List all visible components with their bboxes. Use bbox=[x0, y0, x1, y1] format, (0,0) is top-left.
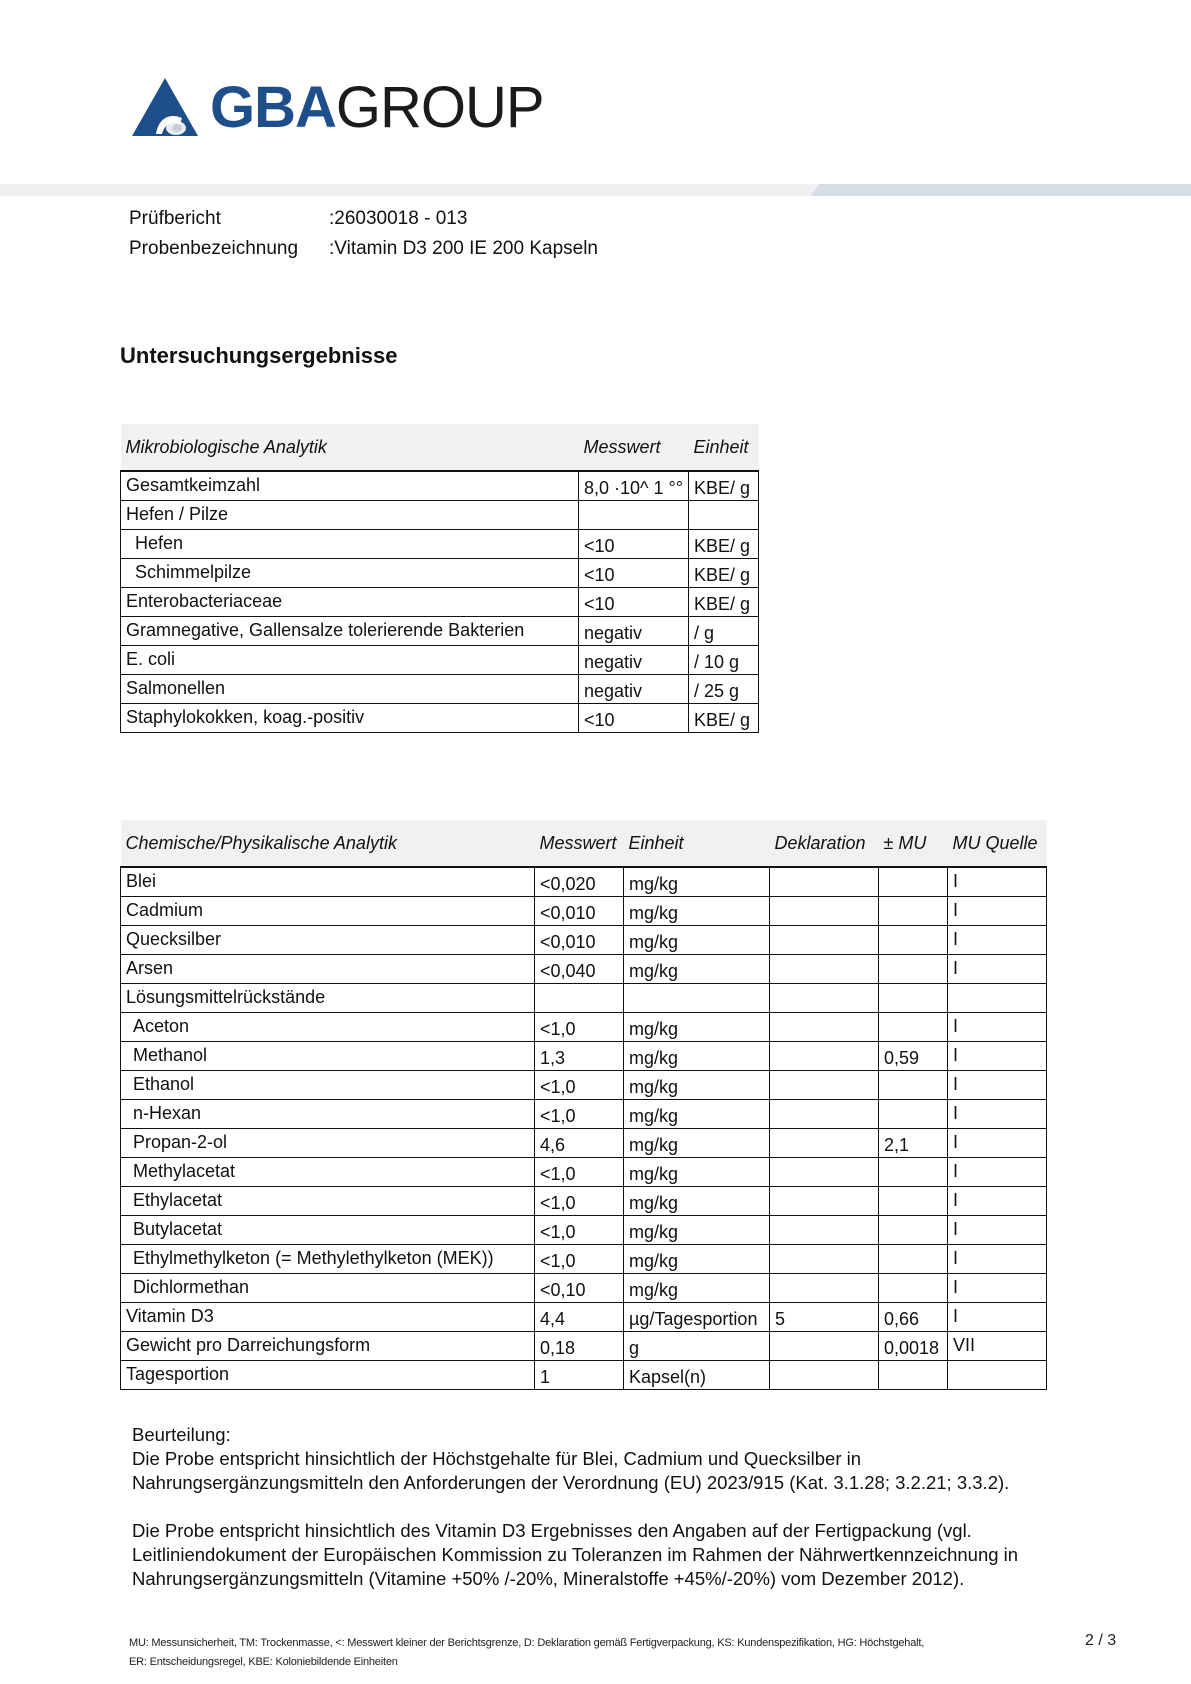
declaration bbox=[770, 1100, 879, 1129]
report-meta bbox=[129, 208, 598, 268]
unit: mg/kg bbox=[624, 1245, 770, 1274]
footnote-line: ER: Entscheidungsregel, KBE: Koloniebildende Einheiten bbox=[129, 1656, 398, 1668]
mu-value: 2,1 bbox=[879, 1129, 948, 1158]
analyte-name: n-Hexan bbox=[121, 1100, 535, 1129]
measured-value: <1,0 bbox=[535, 1013, 624, 1042]
declaration bbox=[770, 897, 879, 926]
analyte-name: Hefen / Pilze bbox=[121, 501, 579, 530]
unit: mg/kg bbox=[624, 1274, 770, 1303]
measured-value: negativ bbox=[579, 675, 689, 704]
chem-row bbox=[121, 1361, 1047, 1390]
analyte-name: Vitamin D3 bbox=[121, 1303, 535, 1332]
declaration bbox=[770, 1332, 879, 1361]
meta-label: Probenbezeichnung bbox=[129, 238, 299, 259]
mu-source: I bbox=[948, 955, 1047, 984]
declaration bbox=[770, 1129, 879, 1158]
analyte-name: Ethylmethylketon (= Methylethylketon (MEK)) bbox=[121, 1245, 535, 1274]
logo-gba-text: GBA bbox=[210, 75, 336, 140]
mu-value bbox=[879, 926, 948, 955]
logo-group-text: GROUP bbox=[335, 75, 544, 140]
declaration bbox=[770, 1042, 879, 1071]
chem-row bbox=[121, 867, 1047, 897]
measured-value bbox=[579, 501, 689, 530]
mu-source: I bbox=[948, 1129, 1047, 1158]
chem-table bbox=[120, 820, 1047, 1390]
unit: mg/kg bbox=[624, 1071, 770, 1100]
unit: mg/kg bbox=[624, 1216, 770, 1245]
chem-row bbox=[121, 897, 1047, 926]
mu-source bbox=[948, 1361, 1047, 1390]
analyte-name: Arsen bbox=[121, 955, 535, 984]
analyte-name: Dichlormethan bbox=[121, 1274, 535, 1303]
unit: mg/kg bbox=[624, 926, 770, 955]
mu-source: I bbox=[948, 897, 1047, 926]
micro-row bbox=[121, 675, 759, 704]
mu-source: I bbox=[948, 1158, 1047, 1187]
meta-row-sample bbox=[129, 238, 598, 268]
mu-source: I bbox=[948, 1245, 1047, 1274]
declaration bbox=[770, 984, 879, 1013]
analyte-name: Enterobacteriaceae bbox=[121, 588, 579, 617]
measured-value: <1,0 bbox=[535, 1245, 624, 1274]
chem-header-mu: ± MU bbox=[879, 820, 948, 867]
mu-value: 0,66 bbox=[879, 1303, 948, 1332]
measured-value: <1,0 bbox=[535, 1216, 624, 1245]
chem-header-value: Messwert bbox=[535, 820, 624, 867]
unit bbox=[689, 501, 759, 530]
declaration bbox=[770, 1158, 879, 1187]
measured-value: negativ bbox=[579, 646, 689, 675]
declaration: 5 bbox=[770, 1303, 879, 1332]
micro-header-analysis: Mikrobiologische Analytik bbox=[121, 424, 579, 471]
measured-value: 4,6 bbox=[535, 1129, 624, 1158]
mu-source bbox=[948, 984, 1047, 1013]
chem-header-mu-source: MU Quelle bbox=[948, 820, 1047, 867]
mu-source: I bbox=[948, 1013, 1047, 1042]
logo-mark-icon bbox=[130, 76, 200, 140]
chem-row bbox=[121, 1100, 1047, 1129]
unit: KBE/ g bbox=[689, 588, 759, 617]
assessment-line: Leitliniendokument der Europäischen Kommission zu Toleranzen im Rahmen der Nährwertkennzeichnung in bbox=[132, 1544, 1019, 1565]
mu-source: I bbox=[948, 1274, 1047, 1303]
micro-row bbox=[121, 471, 759, 501]
mu-source: I bbox=[948, 1216, 1047, 1245]
measured-value: <0,10 bbox=[535, 1274, 624, 1303]
analyte-name: Schimmelpilze bbox=[121, 559, 579, 588]
declaration bbox=[770, 867, 879, 897]
mu-value bbox=[879, 955, 948, 984]
measured-value: 8,0 ·10^ 1 °° bbox=[579, 471, 689, 501]
assessment-line: Die Probe entspricht hinsichtlich des Vitamin D3 Ergebnisses den Angaben auf der Fertigpackung (vgl. bbox=[132, 1520, 972, 1541]
meta-value: :Vitamin D3 200 IE 200 Kapseln bbox=[329, 238, 598, 259]
chem-row bbox=[121, 955, 1047, 984]
footnote bbox=[129, 1634, 989, 1672]
mu-source: I bbox=[948, 926, 1047, 955]
chem-row bbox=[121, 1332, 1047, 1361]
micro-header-unit: Einheit bbox=[689, 424, 759, 471]
mu-value bbox=[879, 1100, 948, 1129]
mu-value bbox=[879, 1013, 948, 1042]
analyte-name: Propan-2-ol bbox=[121, 1129, 535, 1158]
chem-row bbox=[121, 1216, 1047, 1245]
logo-wordmark bbox=[210, 76, 544, 140]
chem-header-declaration: Deklaration bbox=[770, 820, 879, 867]
unit: mg/kg bbox=[624, 897, 770, 926]
mu-source: I bbox=[948, 1187, 1047, 1216]
mu-value bbox=[879, 1216, 948, 1245]
measured-value: <1,0 bbox=[535, 1158, 624, 1187]
mu-value bbox=[879, 1361, 948, 1390]
chem-row bbox=[121, 984, 1047, 1013]
measured-value: <10 bbox=[579, 704, 689, 733]
chem-row bbox=[121, 1013, 1047, 1042]
declaration bbox=[770, 1245, 879, 1274]
analyte-name: Methylacetat bbox=[121, 1158, 535, 1187]
micro-row bbox=[121, 530, 759, 559]
micro-row bbox=[121, 704, 759, 733]
chem-row bbox=[121, 926, 1047, 955]
mu-value bbox=[879, 1274, 948, 1303]
footnote-line: MU: Messunsicherheit, TM: Trockenmasse, <: Messwert kleiner der Berichtsgrenze, D: Deklaration gemäß Fertigverpackung, KS: Kundenspezifikation, HG: Höchstgehalt, bbox=[129, 1637, 925, 1649]
analyte-name: Staphylokokken, koag.-positiv bbox=[121, 704, 579, 733]
unit: mg/kg bbox=[624, 1100, 770, 1129]
micro-row bbox=[121, 588, 759, 617]
declaration bbox=[770, 926, 879, 955]
unit: KBE/ g bbox=[689, 704, 759, 733]
unit: KBE/ g bbox=[689, 471, 759, 501]
measured-value: <1,0 bbox=[535, 1100, 624, 1129]
measured-value: <0,040 bbox=[535, 955, 624, 984]
meta-label: Prüfbericht bbox=[129, 208, 221, 229]
measured-value: 1,3 bbox=[535, 1042, 624, 1071]
analyte-name: Tagesportion bbox=[121, 1361, 535, 1390]
meta-row-report bbox=[129, 208, 598, 238]
mu-source: I bbox=[948, 1303, 1047, 1332]
assessment-heading: Beurteilung: bbox=[132, 1424, 231, 1445]
unit: / g bbox=[689, 617, 759, 646]
micro-row bbox=[121, 646, 759, 675]
measured-value: 1 bbox=[535, 1361, 624, 1390]
header-band bbox=[0, 184, 1191, 196]
analyte-name: Methanol bbox=[121, 1042, 535, 1071]
mu-value bbox=[879, 867, 948, 897]
analyte-name: Gewicht pro Darreichungsform bbox=[121, 1332, 535, 1361]
chem-row bbox=[121, 1303, 1047, 1332]
analyte-name: Aceton bbox=[121, 1013, 535, 1042]
analyte-name: Salmonellen bbox=[121, 675, 579, 704]
measured-value: <10 bbox=[579, 588, 689, 617]
assessment bbox=[132, 1423, 1092, 1591]
analyte-name: Cadmium bbox=[121, 897, 535, 926]
declaration bbox=[770, 1013, 879, 1042]
analyte-name: E. coli bbox=[121, 646, 579, 675]
chem-row bbox=[121, 1245, 1047, 1274]
assessment-line: Nahrungsergänzungsmitteln den Anforderungen der Verordnung (EU) 2023/915 (Kat. 3.1.28; 3.2.21; 3.3.2). bbox=[132, 1472, 1010, 1493]
declaration bbox=[770, 1274, 879, 1303]
declaration bbox=[770, 1071, 879, 1100]
analyte-name: Ethanol bbox=[121, 1071, 535, 1100]
mu-value bbox=[879, 1187, 948, 1216]
chem-header-row bbox=[121, 820, 1047, 867]
unit: µg/Tagesportion bbox=[624, 1303, 770, 1332]
section-title: Untersuchungsergebnisse bbox=[120, 343, 398, 368]
meta-value: :26030018 - 013 bbox=[329, 208, 468, 229]
mu-value bbox=[879, 1245, 948, 1274]
chem-row bbox=[121, 1071, 1047, 1100]
chem-header-unit: Einheit bbox=[624, 820, 770, 867]
unit: / 25 g bbox=[689, 675, 759, 704]
micro-table bbox=[120, 424, 759, 733]
analyte-name: Quecksilber bbox=[121, 926, 535, 955]
mu-source: I bbox=[948, 1100, 1047, 1129]
assessment-line: Nahrungsergänzungsmitteln (Vitamine +50% /-20%, Mineralstoffe +45%/-20%) vom Dezember 2012). bbox=[132, 1568, 965, 1589]
declaration bbox=[770, 955, 879, 984]
analyte-name: Gramnegative, Gallensalze tolerierende Bakterien bbox=[121, 617, 579, 646]
declaration bbox=[770, 1187, 879, 1216]
measured-value bbox=[535, 984, 624, 1013]
analyte-name: Lösungsmittelrückstände bbox=[121, 984, 535, 1013]
micro-row bbox=[121, 617, 759, 646]
measured-value: <1,0 bbox=[535, 1071, 624, 1100]
assessment-line: Die Probe entspricht hinsichtlich der Höchstgehalte für Blei, Cadmium und Quecksilber in bbox=[132, 1448, 862, 1469]
mu-value: 0,0018 bbox=[879, 1332, 948, 1361]
analyte-name: Gesamtkeimzahl bbox=[121, 471, 579, 501]
unit: KBE/ g bbox=[689, 559, 759, 588]
company-logo bbox=[130, 76, 544, 140]
micro-row bbox=[121, 559, 759, 588]
mu-source: VII bbox=[948, 1332, 1047, 1361]
analyte-name: Blei bbox=[121, 867, 535, 897]
unit: Kapsel(n) bbox=[624, 1361, 770, 1390]
mu-value bbox=[879, 984, 948, 1013]
mu-value bbox=[879, 1158, 948, 1187]
page-number: 2 / 3 bbox=[1085, 1632, 1117, 1649]
unit: g bbox=[624, 1332, 770, 1361]
unit: / 10 g bbox=[689, 646, 759, 675]
chem-row bbox=[121, 1274, 1047, 1303]
measured-value: <10 bbox=[579, 559, 689, 588]
analyte-name: Butylacetat bbox=[121, 1216, 535, 1245]
analyte-name: Ethylacetat bbox=[121, 1187, 535, 1216]
mu-value bbox=[879, 897, 948, 926]
unit: mg/kg bbox=[624, 1013, 770, 1042]
mu-source: I bbox=[948, 867, 1047, 897]
unit: mg/kg bbox=[624, 1129, 770, 1158]
measured-value: <0,010 bbox=[535, 897, 624, 926]
unit: KBE/ g bbox=[689, 530, 759, 559]
mu-source: I bbox=[948, 1071, 1047, 1100]
chem-row bbox=[121, 1187, 1047, 1216]
measured-value: 0,18 bbox=[535, 1332, 624, 1361]
unit bbox=[624, 984, 770, 1013]
measured-value: 4,4 bbox=[535, 1303, 624, 1332]
micro-header-row bbox=[121, 424, 759, 471]
unit: mg/kg bbox=[624, 1158, 770, 1187]
unit: mg/kg bbox=[624, 867, 770, 897]
unit: mg/kg bbox=[624, 955, 770, 984]
unit: mg/kg bbox=[624, 1187, 770, 1216]
chem-row bbox=[121, 1042, 1047, 1071]
micro-row bbox=[121, 501, 759, 530]
declaration bbox=[770, 1361, 879, 1390]
measured-value: <10 bbox=[579, 530, 689, 559]
mu-value bbox=[879, 1071, 948, 1100]
mu-source: I bbox=[948, 1042, 1047, 1071]
measured-value: <1,0 bbox=[535, 1187, 624, 1216]
chem-row bbox=[121, 1158, 1047, 1187]
measured-value: <0,020 bbox=[535, 867, 624, 897]
measured-value: <0,010 bbox=[535, 926, 624, 955]
measured-value: negativ bbox=[579, 617, 689, 646]
unit: mg/kg bbox=[624, 1042, 770, 1071]
analyte-name: Hefen bbox=[121, 530, 579, 559]
mu-value: 0,59 bbox=[879, 1042, 948, 1071]
chem-header-analysis: Chemische/Physikalische Analytik bbox=[121, 820, 535, 867]
declaration bbox=[770, 1216, 879, 1245]
micro-header-value: Messwert bbox=[579, 424, 689, 471]
chem-row bbox=[121, 1129, 1047, 1158]
